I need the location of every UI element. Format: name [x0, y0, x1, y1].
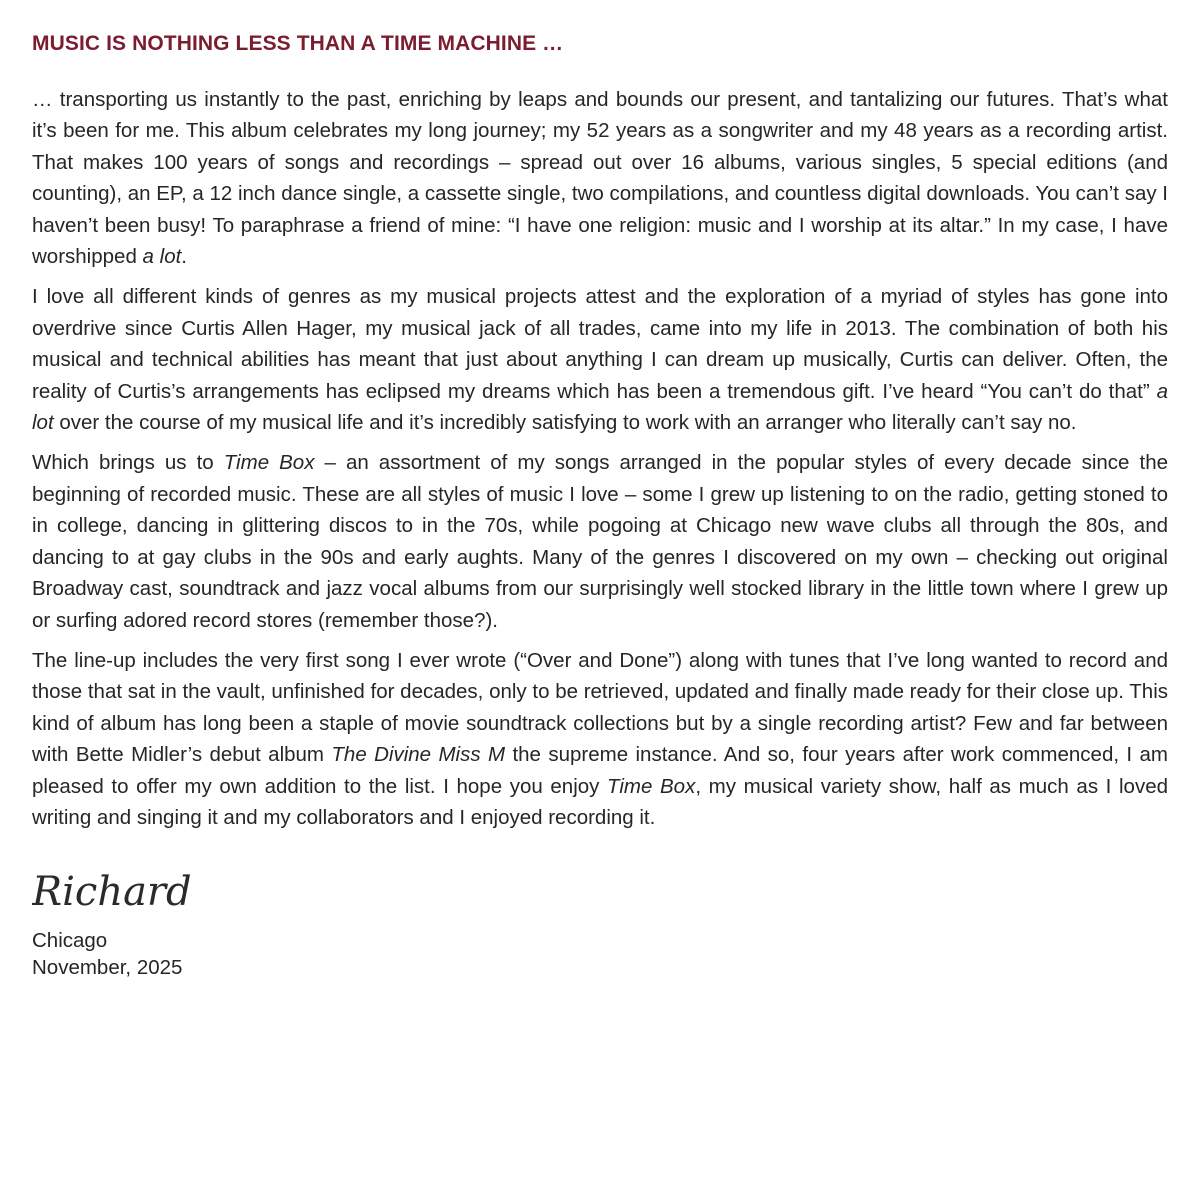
paragraph-4-text-e: , my musical variety show, half as much as I loved writing and singing it and my collaborators and I enjoyed recording it. [32, 774, 1169, 829]
paragraph-4-album-title: Time Box [607, 774, 696, 798]
signature [32, 855, 1168, 927]
paragraph-1-text-c: . [181, 245, 187, 269]
paragraph-4-album-title-bette: The Divine Miss M [331, 743, 506, 767]
paragraph-1-text-a: … transporting us instantly to the past, enriching by leaps and bounds our present, and tantalizing our futures. That’s what it’s been for me. This album celebrates my long journey; my 52 years as a songwriter and my 48 years as a recording artist. That makes 100 years of songs and recordings – spread out over 16 albums, various singles, 5 special editions (and counting), an EP, a 12 inch dance single, a cassette single, two compilations, and countless digital downloads. You can’t say I haven’t been busy! To paraphrase a friend of mine: “I have one religion: music and I worship at its altar.” In my case, I have worshipped [32, 88, 1168, 269]
paragraph-2-text-c: over the course of my musical life and it’s incredibly satisfying to work with an arranger who literally can’t say no. [53, 411, 1077, 435]
paragraph-2-text-a: I love all different kinds of genres as my musical projects attest and the exploration of a myriad of styles has gone into overdrive since Curtis Allen Hager, my musical jack of all trades, came into my life in 2013. The combination of both his musical and technical abilities has meant that just about anything I can dream up musically, Curtis can deliver. Often, the reality of Curtis’s arrangements has eclipsed my dreams which has been a tremendous gift. I’ve heard “You can’t do that” [32, 285, 1168, 403]
signature-date: November, 2025 [32, 956, 183, 980]
page-title: MUSIC IS NOTHING LESS THAN A TIME MACHINE … [32, 32, 564, 55]
signature-place: Chicago [32, 929, 108, 953]
paragraph-3-text-c: – an assortment of my songs arranged in the popular styles of every decade since the beginning of recorded music. These are all styles of music I love – some I grew up listening to on the radio, getting stoned to in college, dancing in glittering discos to in the 70s, while pogoing at Chicago new wave clubs all through the 80s, and dancing to at gay clubs in the 90s and early aughts. Many of the genres I discovered on my own – checking out original Broadway cast, soundtrack and jazz vocal albums from our surprisingly well stocked library in the little town where I grew up or surfing adored record stores (remember those?). [32, 451, 1168, 632]
paragraph-3-text-a: Which brings us to [32, 451, 224, 475]
paragraph-2-emphasis: a lot [32, 379, 1168, 435]
paragraph-3 [32, 447, 1168, 635]
paragraph-2 [32, 281, 1168, 438]
liner-notes-page [32, 30, 1168, 981]
signature-image [32, 855, 292, 927]
paragraph-1-emphasis: a lot [142, 245, 182, 269]
paragraph-1 [32, 84, 1168, 272]
paragraph-4 [32, 645, 1168, 833]
paragraph-4-text-a: The line-up includes the very first song I ever wrote (“Over and Done”) along with tunes that I’ve long wanted to record and those that sat in the vault, unfinished for decades, only to be retrieved, updated and finally made ready for their close up. This kind of album has long been a staple of movie soundtrack collections but by a single recording artist? Few and far between with Bette Midler’s debut album [32, 648, 1168, 767]
paragraph-4-text-c: the supreme instance. And so, four years after work commenced, I am pleased to offer my own addition to the list. I hope you enjoy [32, 743, 1168, 798]
paragraph-3-album-title: Time Box [223, 451, 315, 475]
signature-text: Richard [32, 869, 192, 916]
